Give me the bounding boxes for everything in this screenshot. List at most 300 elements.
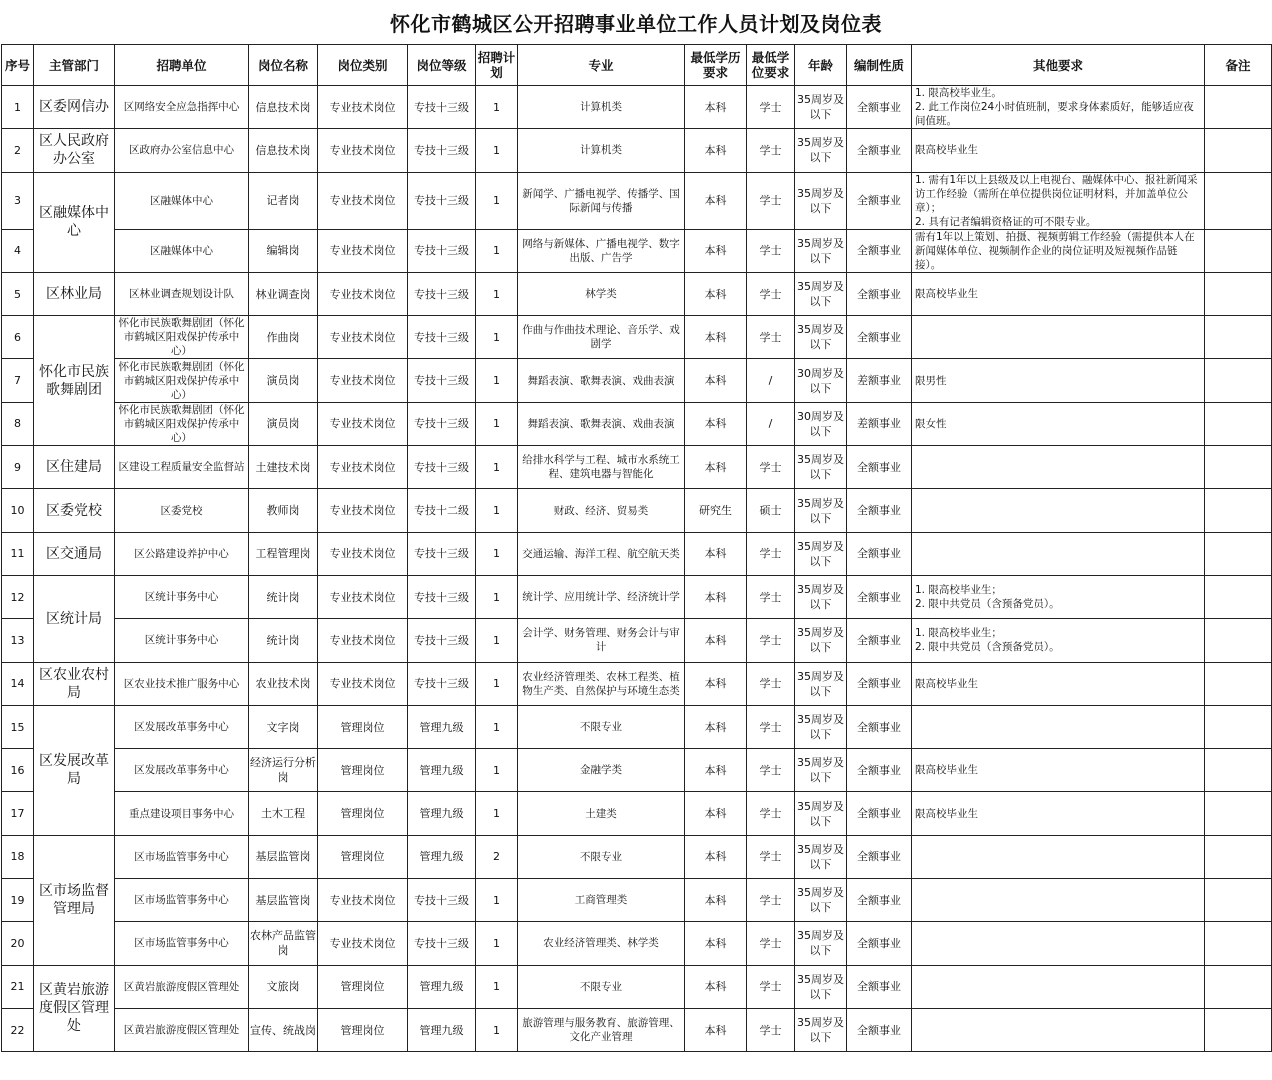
- cell-post: 信息技术岗: [249, 129, 318, 172]
- cell-level: 专技十三级: [408, 532, 476, 575]
- cell-level: 专技十三级: [408, 402, 476, 445]
- cell-category: 专业技术岗位: [318, 446, 408, 489]
- cell-age: 35周岁及以下: [795, 575, 847, 618]
- cell-post: 信息技术岗: [249, 86, 318, 129]
- cell-remark: [1205, 316, 1272, 359]
- table-row: [2, 272, 1272, 315]
- cell-edu: 本科: [685, 129, 747, 172]
- cell-degree: 学士: [747, 229, 795, 272]
- cell-age: 35周岁及以下: [795, 965, 847, 1008]
- cell-other: 1. 需有1年以上县级及以上电视台、融媒体中心、报社新闻采访工作经验（需所在单位提供岗位证明材料，并加盖单位公章）； 2. 具有记者编辑资格证的可不限专业。: [912, 172, 1205, 229]
- cell-dept: 区融媒体中心: [34, 172, 115, 272]
- cell-major: 农业经济管理类、农林工程类、植物生产类、自然保护与环境生态类: [518, 662, 685, 705]
- cell-major: 会计学、财务管理、财务会计与审计: [518, 619, 685, 662]
- table-row: [2, 172, 1272, 229]
- cell-post: 农业技术岗: [249, 662, 318, 705]
- cell-level: 专技十三级: [408, 662, 476, 705]
- cell-staffing: 全额事业: [847, 86, 912, 129]
- cell-degree: 学士: [747, 446, 795, 489]
- cell-plan: 1: [476, 86, 518, 129]
- cell-plan: 1: [476, 922, 518, 965]
- cell-post: 文旅岗: [249, 965, 318, 1008]
- cell-degree: 学士: [747, 922, 795, 965]
- cell-unit: 区市场监管事务中心: [115, 835, 249, 878]
- cell-category: 专业技术岗位: [318, 172, 408, 229]
- cell-level: 专技十三级: [408, 359, 476, 402]
- cell-other: [912, 835, 1205, 878]
- cell-unit: 区发展改革事务中心: [115, 749, 249, 792]
- cell-unit: 区统计事务中心: [115, 619, 249, 662]
- table-row: [2, 532, 1272, 575]
- cell-unit: 区统计事务中心: [115, 575, 249, 618]
- cell-plan: 1: [476, 619, 518, 662]
- cell-post: 基层监管岗: [249, 879, 318, 922]
- cell-unit: 怀化市民族歌舞剧团（怀化市鹤城区阳戏保护传承中心）: [115, 359, 249, 402]
- cell-category: 专业技术岗位: [318, 662, 408, 705]
- cell-staffing: 全额事业: [847, 575, 912, 618]
- cell-staffing: 全额事业: [847, 532, 912, 575]
- cell-other: 限高校毕业生: [912, 129, 1205, 172]
- cell-edu: 本科: [685, 172, 747, 229]
- cell-age: 35周岁及以下: [795, 922, 847, 965]
- cell-remark: [1205, 575, 1272, 618]
- cell-edu: 本科: [685, 835, 747, 878]
- cell-unit: 区融媒体中心: [115, 229, 249, 272]
- cell-level: 专技十二级: [408, 489, 476, 532]
- cell-remark: [1205, 705, 1272, 748]
- cell-age: 35周岁及以下: [795, 532, 847, 575]
- cell-level: 管理九级: [408, 705, 476, 748]
- header-level: 岗位等级: [408, 45, 476, 86]
- cell-dept: 区住建局: [34, 446, 115, 489]
- cell-staffing: 全额事业: [847, 835, 912, 878]
- cell-other: [912, 965, 1205, 1008]
- table-row: [2, 835, 1272, 878]
- cell-seq: 14: [2, 662, 34, 705]
- cell-dept: 区农业农村局: [34, 662, 115, 705]
- table-row: [2, 575, 1272, 618]
- cell-level: 专技十三级: [408, 272, 476, 315]
- cell-unit: 区市场监管事务中心: [115, 879, 249, 922]
- cell-edu: 本科: [685, 879, 747, 922]
- cell-unit: 区公路建设养护中心: [115, 532, 249, 575]
- cell-plan: 1: [476, 1008, 518, 1051]
- table-row: [2, 402, 1272, 445]
- cell-remark: [1205, 879, 1272, 922]
- cell-other: [912, 922, 1205, 965]
- cell-other: 限高校毕业生: [912, 749, 1205, 792]
- cell-post: 工程管理岗: [249, 532, 318, 575]
- cell-seq: 7: [2, 359, 34, 402]
- cell-seq: 22: [2, 1008, 34, 1051]
- cell-edu: 本科: [685, 446, 747, 489]
- cell-dept: 怀化市民族歌舞剧团: [34, 316, 115, 446]
- cell-unit: 怀化市民族歌舞剧团（怀化市鹤城区阳戏保护传承中心）: [115, 402, 249, 445]
- cell-category: 专业技术岗位: [318, 922, 408, 965]
- recruitment-table: [1, 44, 1272, 1052]
- cell-seq: 18: [2, 835, 34, 878]
- cell-plan: 1: [476, 489, 518, 532]
- cell-other: 1. 限高校毕业生； 2. 限中共党员（含预备党员）。: [912, 575, 1205, 618]
- table-row: [2, 705, 1272, 748]
- cell-other: [912, 879, 1205, 922]
- cell-category: 管理岗位: [318, 835, 408, 878]
- cell-category: 专业技术岗位: [318, 619, 408, 662]
- cell-age: 35周岁及以下: [795, 229, 847, 272]
- page-title: 怀化市鹤城区公开招聘事业单位工作人员计划及岗位表: [390, 12, 882, 36]
- cell-post: 统计岗: [249, 619, 318, 662]
- cell-edu: 本科: [685, 705, 747, 748]
- cell-category: 专业技术岗位: [318, 359, 408, 402]
- cell-plan: 1: [476, 532, 518, 575]
- cell-category: 专业技术岗位: [318, 402, 408, 445]
- header-category: 岗位类别: [318, 45, 408, 86]
- cell-seq: 13: [2, 619, 34, 662]
- table-row: [2, 316, 1272, 359]
- cell-category: 专业技术岗位: [318, 272, 408, 315]
- cell-other: [912, 446, 1205, 489]
- cell-age: 35周岁及以下: [795, 272, 847, 315]
- cell-edu: 本科: [685, 86, 747, 129]
- cell-age: 30周岁及以下: [795, 359, 847, 402]
- cell-degree: 学士: [747, 575, 795, 618]
- cell-level: 管理九级: [408, 965, 476, 1008]
- cell-edu: 本科: [685, 402, 747, 445]
- cell-seq: 2: [2, 129, 34, 172]
- cell-plan: 1: [476, 402, 518, 445]
- cell-staffing: 全额事业: [847, 489, 912, 532]
- cell-plan: 1: [476, 662, 518, 705]
- cell-major: 作曲与作曲技术理论、音乐学、戏剧学: [518, 316, 685, 359]
- cell-unit: 区黄岩旅游度假区管理处: [115, 1008, 249, 1051]
- cell-edu: 研究生: [685, 489, 747, 532]
- cell-dept: 区黄岩旅游度假区管理处: [34, 965, 115, 1052]
- cell-age: 35周岁及以下: [795, 1008, 847, 1051]
- cell-seq: 1: [2, 86, 34, 129]
- cell-degree: 学士: [747, 129, 795, 172]
- cell-staffing: 全额事业: [847, 446, 912, 489]
- cell-major: 财政、经济、贸易类: [518, 489, 685, 532]
- cell-age: 35周岁及以下: [795, 835, 847, 878]
- cell-post: 土建技术岗: [249, 446, 318, 489]
- cell-staffing: 全额事业: [847, 229, 912, 272]
- cell-post: 基层监管岗: [249, 835, 318, 878]
- table-row: [2, 922, 1272, 965]
- cell-degree: 学士: [747, 619, 795, 662]
- cell-remark: [1205, 965, 1272, 1008]
- header-unit: 招聘单位: [115, 45, 249, 86]
- cell-post: 教师岗: [249, 489, 318, 532]
- cell-post: 宣传、统战岗: [249, 1008, 318, 1051]
- cell-age: 35周岁及以下: [795, 662, 847, 705]
- cell-post: 演员岗: [249, 359, 318, 402]
- cell-age: 35周岁及以下: [795, 619, 847, 662]
- cell-major: 统计学、应用统计学、经济统计学: [518, 575, 685, 618]
- cell-degree: 学士: [747, 965, 795, 1008]
- cell-staffing: 全额事业: [847, 879, 912, 922]
- header-dept: 主管部门: [34, 45, 115, 86]
- cell-seq: 6: [2, 316, 34, 359]
- cell-remark: [1205, 129, 1272, 172]
- cell-degree: /: [747, 402, 795, 445]
- cell-seq: 3: [2, 172, 34, 229]
- table-row: [2, 229, 1272, 272]
- cell-seq: 4: [2, 229, 34, 272]
- cell-seq: 9: [2, 446, 34, 489]
- cell-age: 35周岁及以下: [795, 705, 847, 748]
- cell-level: 专技十三级: [408, 229, 476, 272]
- cell-post: 统计岗: [249, 575, 318, 618]
- cell-post: 林业调查岗: [249, 272, 318, 315]
- header-staffing: 编制性质: [847, 45, 912, 86]
- cell-remark: [1205, 172, 1272, 229]
- cell-post: 农林产品监管岗: [249, 922, 318, 965]
- cell-category: 管理岗位: [318, 749, 408, 792]
- cell-degree: 学士: [747, 749, 795, 792]
- header-major: 专业: [518, 45, 685, 86]
- cell-remark: [1205, 662, 1272, 705]
- cell-unit: 区农业技术推广服务中心: [115, 662, 249, 705]
- cell-remark: [1205, 359, 1272, 402]
- cell-other: 限高校毕业生: [912, 792, 1205, 835]
- cell-dept: 区林业局: [34, 272, 115, 315]
- cell-remark: [1205, 272, 1272, 315]
- cell-seq: 5: [2, 272, 34, 315]
- header-post: 岗位名称: [249, 45, 318, 86]
- cell-unit: 区黄岩旅游度假区管理处: [115, 965, 249, 1008]
- header-edu: 最低学历要求: [685, 45, 747, 86]
- cell-edu: 本科: [685, 1008, 747, 1051]
- cell-dept: 区交通局: [34, 532, 115, 575]
- cell-seq: 8: [2, 402, 34, 445]
- cell-plan: 1: [476, 879, 518, 922]
- cell-age: 35周岁及以下: [795, 489, 847, 532]
- cell-age: 35周岁及以下: [795, 86, 847, 129]
- cell-edu: 本科: [685, 749, 747, 792]
- cell-dept: 区委党校: [34, 489, 115, 532]
- cell-staffing: 全额事业: [847, 316, 912, 359]
- cell-post: 记者岗: [249, 172, 318, 229]
- cell-post: 土木工程: [249, 792, 318, 835]
- table-row: [2, 792, 1272, 835]
- cell-remark: [1205, 489, 1272, 532]
- cell-level: 专技十三级: [408, 619, 476, 662]
- cell-major: 网络与新媒体、广播电视学、数字出版、广告学: [518, 229, 685, 272]
- cell-other: [912, 316, 1205, 359]
- cell-degree: 学士: [747, 272, 795, 315]
- cell-post: 演员岗: [249, 402, 318, 445]
- header-seq: 序号: [2, 45, 34, 86]
- cell-plan: 1: [476, 129, 518, 172]
- cell-plan: 1: [476, 272, 518, 315]
- cell-unit: 区建设工程质量安全监督站: [115, 446, 249, 489]
- cell-major: 不限专业: [518, 965, 685, 1008]
- cell-other: 限高校毕业生: [912, 662, 1205, 705]
- cell-plan: 1: [476, 229, 518, 272]
- cell-plan: 1: [476, 792, 518, 835]
- cell-unit: 区政府办公室信息中心: [115, 129, 249, 172]
- table-row: [2, 619, 1272, 662]
- cell-remark: [1205, 619, 1272, 662]
- cell-level: 专技十三级: [408, 129, 476, 172]
- cell-degree: 学士: [747, 86, 795, 129]
- cell-degree: /: [747, 359, 795, 402]
- cell-age: 35周岁及以下: [795, 172, 847, 229]
- cell-plan: 1: [476, 316, 518, 359]
- cell-category: 管理岗位: [318, 1008, 408, 1051]
- table-row: [2, 86, 1272, 129]
- table-row: [2, 965, 1272, 1008]
- cell-unit: 怀化市民族歌舞剧团（怀化市鹤城区阳戏保护传承中心）: [115, 316, 249, 359]
- header-remark: 备注: [1205, 45, 1272, 86]
- cell-other: 需有1年以上策划、拍摄、视频剪辑工作经验（需提供本人在新闻媒体单位、视频制作企业的岗位证明及短视频作品链接）。: [912, 229, 1205, 272]
- cell-level: 专技十三级: [408, 922, 476, 965]
- cell-category: 管理岗位: [318, 792, 408, 835]
- cell-category: 专业技术岗位: [318, 229, 408, 272]
- cell-major: 新闻学、广播电视学、传播学、国际新闻与传播: [518, 172, 685, 229]
- cell-plan: 1: [476, 749, 518, 792]
- cell-edu: 本科: [685, 619, 747, 662]
- cell-edu: 本科: [685, 922, 747, 965]
- cell-major: 工商管理类: [518, 879, 685, 922]
- table-row: [2, 359, 1272, 402]
- cell-plan: 1: [476, 965, 518, 1008]
- cell-major: 舞蹈表演、歌舞表演、戏曲表演: [518, 402, 685, 445]
- cell-plan: 1: [476, 575, 518, 618]
- cell-plan: 1: [476, 359, 518, 402]
- cell-level: 管理九级: [408, 1008, 476, 1051]
- cell-seq: 20: [2, 922, 34, 965]
- cell-category: 专业技术岗位: [318, 489, 408, 532]
- cell-other: [912, 705, 1205, 748]
- cell-degree: 学士: [747, 316, 795, 359]
- cell-degree: 学士: [747, 792, 795, 835]
- cell-age: 35周岁及以下: [795, 129, 847, 172]
- cell-major: 土建类: [518, 792, 685, 835]
- cell-unit: 区市场监管事务中心: [115, 922, 249, 965]
- cell-major: 不限专业: [518, 705, 685, 748]
- cell-seq: 12: [2, 575, 34, 618]
- cell-seq: 11: [2, 532, 34, 575]
- cell-other: 1. 限高校毕业生。 2. 此工作岗位24小时值班制，要求身体素质好，能够适应夜间值班。: [912, 86, 1205, 129]
- cell-unit: 区林业调查规划设计队: [115, 272, 249, 315]
- cell-post: 经济运行分析岗: [249, 749, 318, 792]
- cell-edu: 本科: [685, 575, 747, 618]
- cell-level: 专技十三级: [408, 575, 476, 618]
- cell-other: 1. 限高校毕业生； 2. 限中共党员（含预备党员）。: [912, 619, 1205, 662]
- cell-age: 35周岁及以下: [795, 316, 847, 359]
- cell-age: 30周岁及以下: [795, 402, 847, 445]
- cell-level: 专技十三级: [408, 446, 476, 489]
- cell-remark: [1205, 1008, 1272, 1051]
- cell-major: 交通运输、海洋工程、航空航天类: [518, 532, 685, 575]
- cell-staffing: 全额事业: [847, 272, 912, 315]
- cell-category: 专业技术岗位: [318, 129, 408, 172]
- cell-degree: 硕士: [747, 489, 795, 532]
- cell-unit: 区发展改革事务中心: [115, 705, 249, 748]
- cell-major: 给排水科学与工程、城市水系统工程、建筑电器与智能化: [518, 446, 685, 489]
- cell-plan: 1: [476, 705, 518, 748]
- cell-staffing: 全额事业: [847, 619, 912, 662]
- cell-level: 管理九级: [408, 792, 476, 835]
- table-row: [2, 749, 1272, 792]
- cell-dept: 区发展改革局: [34, 705, 115, 835]
- cell-major: 金融学类: [518, 749, 685, 792]
- cell-major: 不限专业: [518, 835, 685, 878]
- cell-degree: 学士: [747, 835, 795, 878]
- cell-dept: 区人民政府办公室: [34, 129, 115, 172]
- cell-other: [912, 489, 1205, 532]
- cell-edu: 本科: [685, 316, 747, 359]
- header-row: [2, 45, 1272, 86]
- cell-level: 专技十三级: [408, 316, 476, 359]
- cell-dept: 区市场监督管理局: [34, 835, 115, 965]
- cell-edu: 本科: [685, 792, 747, 835]
- cell-level: 专技十三级: [408, 879, 476, 922]
- cell-age: 35周岁及以下: [795, 749, 847, 792]
- cell-remark: [1205, 749, 1272, 792]
- cell-degree: 学士: [747, 879, 795, 922]
- cell-post: 作曲岗: [249, 316, 318, 359]
- cell-post: 编辑岗: [249, 229, 318, 272]
- cell-category: 专业技术岗位: [318, 879, 408, 922]
- cell-degree: 学士: [747, 1008, 795, 1051]
- cell-dept: 区委网信办: [34, 86, 115, 129]
- table-row: [2, 879, 1272, 922]
- cell-category: 专业技术岗位: [318, 532, 408, 575]
- cell-seq: 17: [2, 792, 34, 835]
- cell-unit: 区委党校: [115, 489, 249, 532]
- cell-edu: 本科: [685, 965, 747, 1008]
- cell-major: 旅游管理与服务教育、旅游管理、文化产业管理: [518, 1008, 685, 1051]
- cell-major: 计算机类: [518, 129, 685, 172]
- cell-other: 限男性: [912, 359, 1205, 402]
- cell-degree: 学士: [747, 532, 795, 575]
- cell-staffing: 全额事业: [847, 792, 912, 835]
- table-row: [2, 129, 1272, 172]
- cell-level: 专技十三级: [408, 172, 476, 229]
- cell-category: 专业技术岗位: [318, 316, 408, 359]
- cell-remark: [1205, 792, 1272, 835]
- cell-degree: 学士: [747, 172, 795, 229]
- cell-level: 管理九级: [408, 835, 476, 878]
- cell-staffing: 全额事业: [847, 749, 912, 792]
- cell-staffing: 全额事业: [847, 705, 912, 748]
- cell-staffing: 差额事业: [847, 359, 912, 402]
- cell-other: [912, 532, 1205, 575]
- cell-remark: [1205, 922, 1272, 965]
- table-row: [2, 489, 1272, 532]
- cell-major: 农业经济管理类、林学类: [518, 922, 685, 965]
- cell-category: 管理岗位: [318, 705, 408, 748]
- cell-unit: 区融媒体中心: [115, 172, 249, 229]
- header-plan: 招聘计划: [476, 45, 518, 86]
- cell-staffing: 全额事业: [847, 662, 912, 705]
- cell-remark: [1205, 446, 1272, 489]
- cell-edu: 本科: [685, 359, 747, 402]
- cell-plan: 1: [476, 446, 518, 489]
- cell-degree: 学士: [747, 662, 795, 705]
- cell-staffing: 全额事业: [847, 1008, 912, 1051]
- cell-remark: [1205, 402, 1272, 445]
- cell-category: 专业技术岗位: [318, 575, 408, 618]
- table-row: [2, 446, 1272, 489]
- cell-seq: 10: [2, 489, 34, 532]
- cell-seq: 21: [2, 965, 34, 1008]
- cell-post: 文字岗: [249, 705, 318, 748]
- cell-age: 35周岁及以下: [795, 792, 847, 835]
- cell-seq: 15: [2, 705, 34, 748]
